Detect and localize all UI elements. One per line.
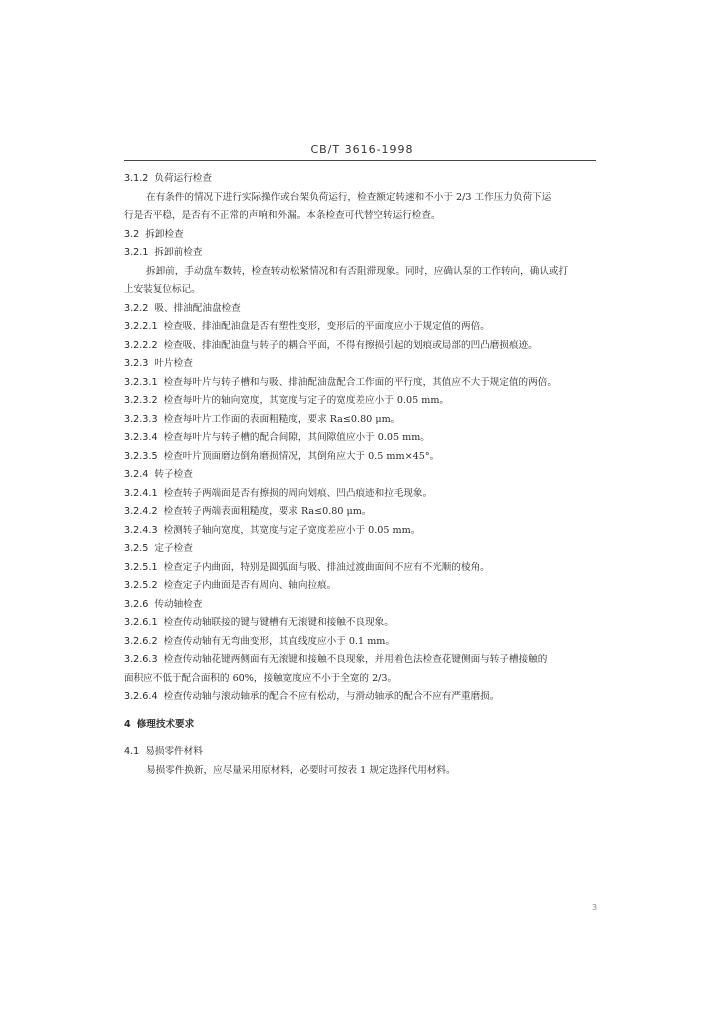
clause-text: 检查每叶片的轴向宽度，其宽度与定子的宽度差应小于 0.05 mm。 <box>163 395 450 406</box>
clause-text: 检查定子内曲面，特别是圆弧面与吸、排油过渡曲面间不应有不光顺的棱角。 <box>163 561 490 573</box>
clause-number: 3.2.5 <box>124 543 149 554</box>
clause-3-2-3-3 <box>124 411 600 430</box>
clause-title: 叶片检查 <box>154 358 193 369</box>
clause-3-2-6-2 <box>124 633 600 652</box>
clause-title: 易损零件材料 <box>145 746 203 757</box>
clause-3-2-6-4 <box>124 688 600 707</box>
clause-title: 拆卸前检查 <box>154 247 203 258</box>
document-body <box>124 170 600 780</box>
clause-text: 检查每叶片与转子槽的配合间隙，其间隙值应小于 0.05 mm。 <box>163 432 430 443</box>
clause-3-2-6 <box>124 596 600 615</box>
spacer <box>124 734 600 743</box>
clause-text: 检查每叶片工作面的表面粗糙度，要求 Ra≤0.80 μm。 <box>163 413 401 425</box>
clause-number: 3.2.5.2 <box>124 580 158 591</box>
clause-3-2-2-2 <box>124 337 600 356</box>
clause-text: 检查传动轴有无弯曲变形，其直线度应小于 0.1 mm。 <box>163 635 396 647</box>
paragraph-line: 在有条件的情况下进行实际操作或台架负荷运行，检查额定转速和不小于 2/3 工作压力负荷下运 <box>146 191 552 203</box>
clause-3-2-5 <box>124 540 600 559</box>
clause-number: 3.2.3.1 <box>124 376 158 388</box>
clause-text: 检测转子轴向宽度，其宽度与定子宽度差应小于 0.05 mm。 <box>163 524 421 536</box>
clause-3-2-3-1 <box>124 374 600 393</box>
clause-number: 3.2.2.2 <box>124 339 158 351</box>
clause-3-1-2 <box>124 170 600 189</box>
clause-3-2-6-1 <box>124 614 600 633</box>
clause-number: 3.2.4.1 <box>124 487 158 499</box>
document-header: CB/T 3616-1998 <box>310 143 414 156</box>
clause-4-1 <box>124 743 600 762</box>
clause-3-2-4 <box>124 466 600 485</box>
clause-3-2-5-2 <box>124 577 600 596</box>
section-title: 修理技术要求 <box>136 718 195 730</box>
clause-number: 3.2.4.2 <box>124 506 158 517</box>
clause-number: 3.2.3.5 <box>124 450 158 462</box>
clause-text: 检查转子两端面是否有擦损的周向划痕、凹凸痕迹和拉毛现象。 <box>163 487 433 499</box>
spacer <box>124 707 600 716</box>
clause-3-2 <box>124 226 600 245</box>
paragraph-line: 拆卸前，手动盘车数转，检查转动松紧情况和有否阻滞现象。同时，应确认泵的工作转向，确认或打 <box>146 265 569 277</box>
clause-number: 3.2.2 <box>124 302 149 314</box>
clause-3-2-5-1 <box>124 559 600 578</box>
clause-title: 吸、排油配油盘检查 <box>154 302 241 314</box>
paragraph-line: 行是否平稳，是否有不正常的声响和外漏。本条检查可代替空转运行检查。 <box>124 210 441 221</box>
clause-text: 检查传动轴与滚动轴承的配合不应有松动，与滑动轴承的配合不应有严重磨损。 <box>163 691 500 702</box>
clause-text: 检查定子内曲面是否有周向、轴向拉痕。 <box>163 580 337 591</box>
clause-3-2-1 <box>124 244 600 263</box>
page-number: 3 <box>592 903 598 912</box>
clause-title: 定子检查 <box>154 543 193 554</box>
clause-number: 3.2.6.4 <box>124 691 158 702</box>
clause-number: 3.2.3.2 <box>124 395 158 406</box>
clause-3-2-3-2 <box>124 392 600 411</box>
paragraph-line: 易损零件换新，应尽量采用原材料，必要时可按表 1 规定选择代用材料。 <box>146 764 456 776</box>
clause-3-2-2-1 <box>124 318 600 337</box>
clause-number: 3.2.6.2 <box>124 635 158 647</box>
clause-text: 检查转子两端表面粗糙度，要求 Ra≤0.80 μm。 <box>163 506 372 517</box>
clause-number: 3.2.6.3 <box>124 654 158 665</box>
clause-3-2-4-2 <box>124 503 600 522</box>
paragraph-line: 上安装复位标记。 <box>124 284 201 295</box>
clause-3-2-3-5 <box>124 448 600 467</box>
section-4 <box>124 716 600 735</box>
clause-3-2-3 <box>124 355 600 374</box>
clause-number: 3.2.1 <box>124 247 149 258</box>
clause-number: 3.2.4 <box>124 469 149 480</box>
clause-number: 3.2.6.1 <box>124 617 158 628</box>
clause-3-2-4-1 <box>124 485 600 504</box>
clause-number: 3.2 <box>124 228 140 240</box>
clause-title: 拆卸检查 <box>145 228 184 240</box>
clause-title: 转子检查 <box>154 469 193 480</box>
clause-number: 3.2.3 <box>124 358 149 369</box>
clause-text: 检查叶片顶面磨边倒角磨损情况，其倒角应大于 0.5 mm×45°。 <box>163 450 440 462</box>
clause-text: 检查每叶片与转子槽和与吸、排油配油盘配合工作面的平行度，其值应不大于规定值的两倍。 <box>163 376 557 388</box>
clause-number: 3.2.3.4 <box>124 432 158 443</box>
clause-text: 检查传动轴花键两侧面有无滚键和接触不良现象，并用着色法检查花键侧面与转子槽接触的 <box>163 654 548 665</box>
clause-3-2-4-3 <box>124 522 600 541</box>
clause-number: 3.1.2 <box>124 173 149 184</box>
clause-number: 3.2.6 <box>124 598 149 610</box>
clause-3-2-3-4 <box>124 429 600 448</box>
clause-number: 4.1 <box>124 746 140 757</box>
clause-text: 检查吸、排油配油盘与转子的耦合平面，不得有擦损引起的划痕或局部的凹凸磨损痕迹。 <box>163 339 538 351</box>
section-number: 4 <box>124 718 131 730</box>
clause-3-2-6-3 <box>124 651 600 670</box>
clause-number: 3.2.5.1 <box>124 561 158 573</box>
paragraph-line: 面积应不低于配合面积的 60%，接触宽度应不小于全宽的 2/3。 <box>124 672 398 684</box>
clause-text: 检查吸、排油配油盘是否有塑性变形，变形后的平面度应小于规定值的两倍。 <box>163 321 490 332</box>
clause-title: 传动轴检查 <box>154 598 203 610</box>
clause-3-2-2 <box>124 300 600 319</box>
clause-number: 3.2.2.1 <box>124 321 158 332</box>
clause-text: 检查传动轴联接的键与键槽有无滚键和接触不良现象。 <box>163 617 394 628</box>
clause-number: 3.2.3.3 <box>124 413 158 425</box>
header-rule <box>124 160 596 161</box>
clause-title: 负荷运行检查 <box>154 173 212 184</box>
clause-number: 3.2.4.3 <box>124 524 158 536</box>
